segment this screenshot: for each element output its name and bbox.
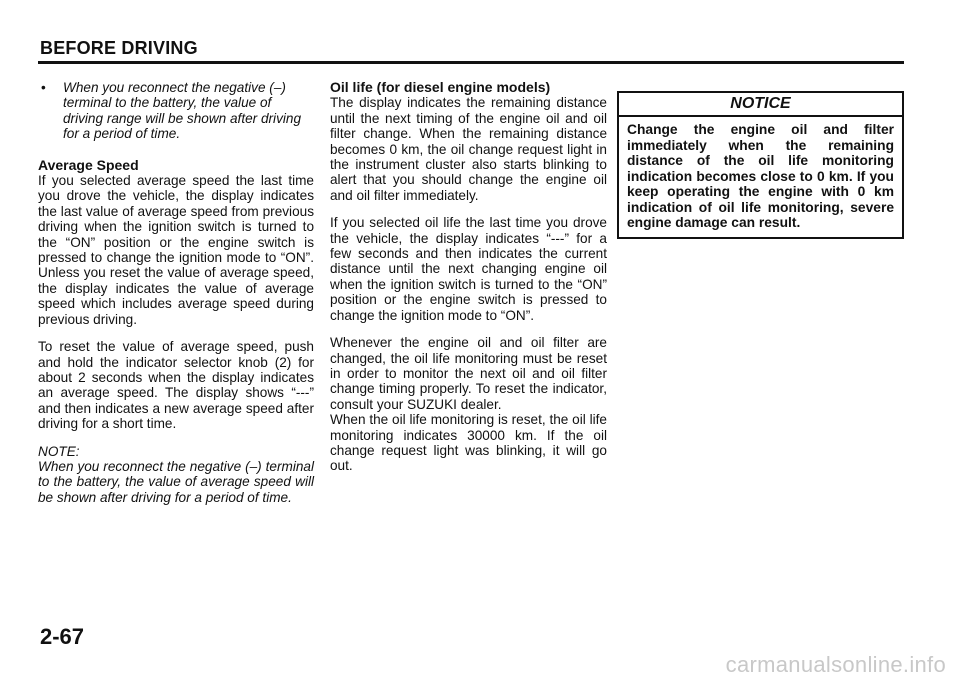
average-speed-paragraph-1: If you selected average speed the last time you drove the vehicle, the display indicates the last value of average speed from previous driving when the ignition switch is turned to the “ON” position or the engine switch is pressed to change the ignition mode to “ON”. Unless you reset the value of average speed, the display indicates the value of average speed which includes average speed during previous driving. (38, 173, 314, 327)
notice-box (617, 91, 904, 239)
header-divider (38, 61, 904, 64)
bullet-text: When you reconnect the negative (–) terminal to the battery, the value of driving range will be shown after driving for a period of time. (63, 80, 302, 142)
note-label: NOTE: (38, 443, 80, 459)
bullet-item (38, 80, 314, 142)
middle-column (330, 80, 607, 486)
notice-text: Change the engine oil and filter immediately when the remaining distance of the oil life monitoring indication becomes close to 0 km. If you keep operating the engine with 0 km indication of oil life monitoring, severe engine damage can result. (627, 122, 894, 231)
note-text: When you reconnect the negative (–) terminal to the battery, the value of average speed will be shown after driving for a period of time. (38, 458, 314, 505)
oil-life-paragraph-3: Whenever the engine oil and oil filter are changed, the oil life monitoring must be reset in order to monitor the next oil and oil filter change timing properly. To reset the indicator, consult your SUZUKI dealer. (330, 335, 607, 412)
oil-life-heading: Oil life (for diesel engine models) (330, 79, 551, 95)
page-number: 2-67 (40, 624, 85, 649)
right-column (617, 80, 904, 239)
bullet-dot-icon: • (41, 80, 46, 95)
left-column (38, 80, 314, 517)
average-speed-heading: Average Speed (38, 156, 139, 173)
oil-life-paragraph-4: When the oil life monitoring is reset, the oil life monitoring indicates 30000 km. If the oil change request light was blinking, it will go out. (330, 412, 607, 474)
notice-title: NOTICE (619, 93, 902, 117)
oil-life-paragraph-2: If you selected oil life the last time you drove the vehicle, the display indicates “---” for a few seconds and then indicates the current distance until the next changing engine oil when the ignition switch is turned to the “ON” position or the engine switch is pressed to change the ignition mode to “ON”. (330, 215, 607, 323)
watermark: carmanualsonline.info (725, 652, 946, 677)
section-header: BEFORE DRIVING (40, 38, 198, 58)
average-speed-paragraph-2: To reset the value of average speed, push and hold the indicator selector knob (2) for about 2 seconds when the display indicates an average speed. The display shows “---” and then indicates a new average speed after driving for a short time. (38, 339, 314, 432)
oil-life-paragraph-1: The display indicates the remaining distance until the next timing of the engine oil and oil filter change. When the remaining distance becomes 0 km, the oil change request light in the instrument cluster also starts blinking to alert that you should change the engine oil and oil filter immediately. (330, 95, 607, 203)
